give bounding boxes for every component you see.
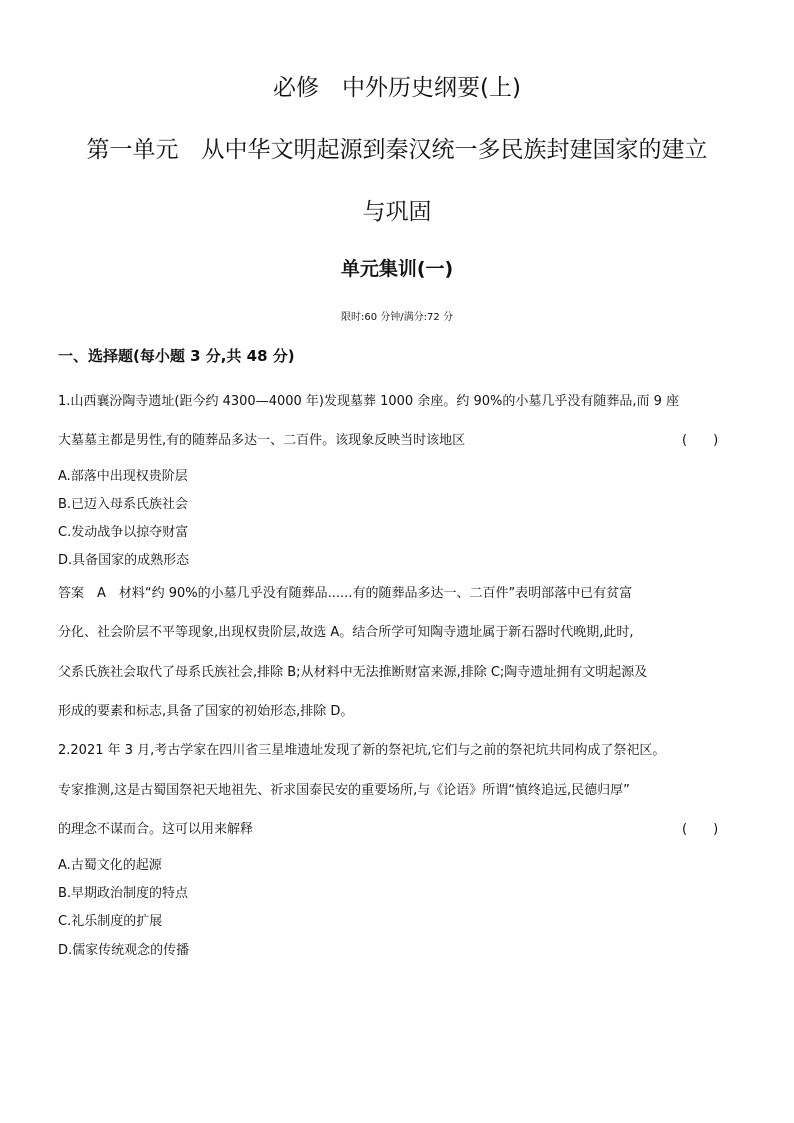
question-1-answer-line1: 答案 A 材料“约 90%的小墓几乎没有随葬品......有的随葬品多达一、二百件”表明部落中已有贫富: [58, 586, 633, 601]
question-1-answer-line2: 分化、社会阶层不平等现象,出现权贵阶层,故选 A。结合所学可知陶寺遗址属于新石器时代晚期,此时,: [58, 625, 634, 640]
question-1-answer-line4: 形成的要素和标志,具备了国家的初始形态,排除 D。: [58, 704, 354, 719]
question-1-option-b: B.已迈入母系氏族社会: [58, 497, 189, 512]
question-1-option-a: A.部落中出现权贵阶层: [58, 469, 188, 484]
section-title: 单元集训(一): [340, 258, 454, 280]
question-1-answer-line3: 父系氏族社会取代了母系氏族社会,排除 B;从材料中无法推断财富来源,排除 C;陶寺遗址拥有文明起源及: [58, 665, 648, 680]
time-limit: 限时:60 分钟/满分:72 分: [341, 312, 453, 323]
question-2-stem-line3: 的理念不谋而合。这可以用来解释: [58, 822, 254, 837]
unit-title: 第一单元 从中华文明起源到秦汉统一多民族封建国家的建立: [86, 137, 708, 163]
question-1-stem-line1: 1.山西襄汾陶寺遗址(距今约 4300—4000 年)发现墓葬 1000 余座。约 90%的小墓几乎没有随葬品,而 9 座: [58, 394, 680, 409]
question-2-option-b: B.早期政治制度的特点: [58, 886, 189, 901]
question-1-option-d: D.具备国家的成熟形态: [58, 553, 190, 568]
question-2-stem-line1: 2.2021 年 3 月,考古学家在四川省三星堆遗址发现了新的祭祀坑,它们与之前的祭祀坑共同构成了祭祀区。: [58, 743, 666, 758]
question-2-option-c: C.礼乐制度的扩展: [58, 914, 163, 929]
question-2-answer-blank: ( ): [682, 822, 719, 837]
question-1-stem-line2: 大墓墓主都是男性,有的随葬品多达一、二百件。该现象反映当时该地区: [58, 433, 466, 448]
unit-title-continued: 与巩固: [362, 199, 432, 225]
course-title: 必修 中外历史纲要(上): [273, 75, 521, 101]
choice-section-heading: 一、选择题(每小题 3 分,共 48 分): [58, 347, 295, 365]
question-1-answer-blank: ( ): [682, 433, 719, 448]
question-1-option-c: C.发动战争以掠夺财富: [58, 525, 189, 540]
question-2-option-d: D.儒家传统观念的传播: [58, 943, 190, 958]
question-2-option-a: A.古蜀文化的起源: [58, 858, 162, 873]
question-2-stem-line2: 专家推测,这是古蜀国祭祀天地祖先、祈求国泰民安的重要场所,与《论语》所谓“慎终追远,民德归厚”: [58, 783, 630, 798]
